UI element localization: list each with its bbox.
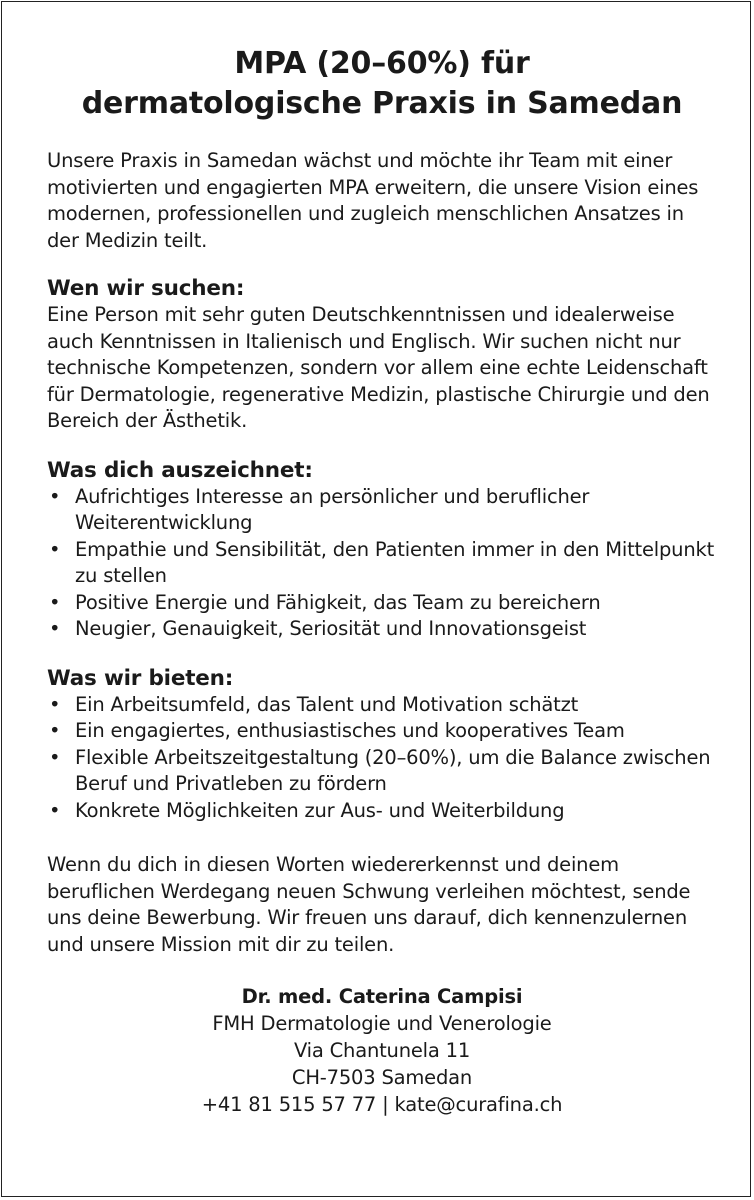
contact-name: Dr. med. Caterina Campisi [241, 985, 523, 1008]
closing-paragraph: Wenn du dich in diesen Worten wiedererkennst und deinem beruflichen Werdegang neuen Schwung verleihen möchtest, sende uns deine Bewerbung. Wir freuen uns darauf, dich kennenzulernen und unsere Mission mit dir zu teilen. [47, 853, 691, 956]
contact-street: Via Chantunela 11 [293, 1039, 471, 1062]
section-heading: Wen wir suchen: [47, 276, 245, 301]
contact-city: CH-7503 Samedan [291, 1066, 473, 1089]
contact-specialty: FMH Dermatologie und Venerologie [212, 1012, 552, 1035]
list-item: • Ein engagiertes, enthusiastisches und kooperatives Team [47, 718, 717, 745]
list-item: • Ein Arbeitsumfeld, das Talent und Motivation schätzt [47, 692, 717, 719]
page-title [47, 44, 717, 124]
bullet-list [47, 692, 717, 825]
contact-block [47, 983, 717, 1118]
section-who-we-seek [47, 275, 717, 435]
bullet-list [47, 484, 717, 643]
section-your-qualities [47, 457, 717, 643]
list-item: • Positive Energie und Fähigkeit, das Team zu bereichern [47, 590, 717, 617]
list-item: • Empathie und Sensibilität, den Patienten immer in den Mittelpunkt zu stellen [47, 537, 717, 590]
list-item: • Neugier, Genauigkeit, Seriosität und Innovationsgeist [47, 616, 717, 643]
section-text: Eine Person mit sehr guten Deutschkenntnissen und idealerweise auch Kenntnissen in Italienisch und Englisch. Wir suchen nicht nur technische Kompetenzen, sondern vor allem eine echte Leidenschaft für Dermatologie, regenerative Medizin, plastische Chirurgie und den Bereich der Ästhetik. [47, 303, 710, 432]
contact-phone-email: +41 81 515 57 77 | kate@curafina.ch [201, 1093, 563, 1116]
section-heading: Was wir bieten: [47, 665, 234, 691]
section-we-offer [47, 665, 717, 825]
title-line-1: MPA (20–60%) für [234, 46, 530, 81]
title-line-2: dermatologische Praxis in Samedan [81, 86, 683, 121]
intro-paragraph: Unsere Praxis in Samedan wächst und möchte ihr Team mit einer motivierten und engagierten MPA erweitern, die unsere Vision eines modernen, professionellen und zugleich menschlichen Ansatzes in der Medizin teilt. [47, 149, 699, 252]
section-heading: Was dich auszeichnet: [47, 457, 313, 483]
job-ad [47, 44, 717, 1118]
list-item: • Aufrichtiges Interesse an persönlicher und beruflicher Weiterentwicklung [47, 484, 717, 537]
list-item: • Flexible Arbeitszeitgestaltung (20–60%), um die Balance zwischen Beruf und Privatleben zu fördern [47, 745, 717, 798]
list-item: • Konkrete Möglichkeiten zur Aus- und Weiterbildung [47, 798, 717, 825]
